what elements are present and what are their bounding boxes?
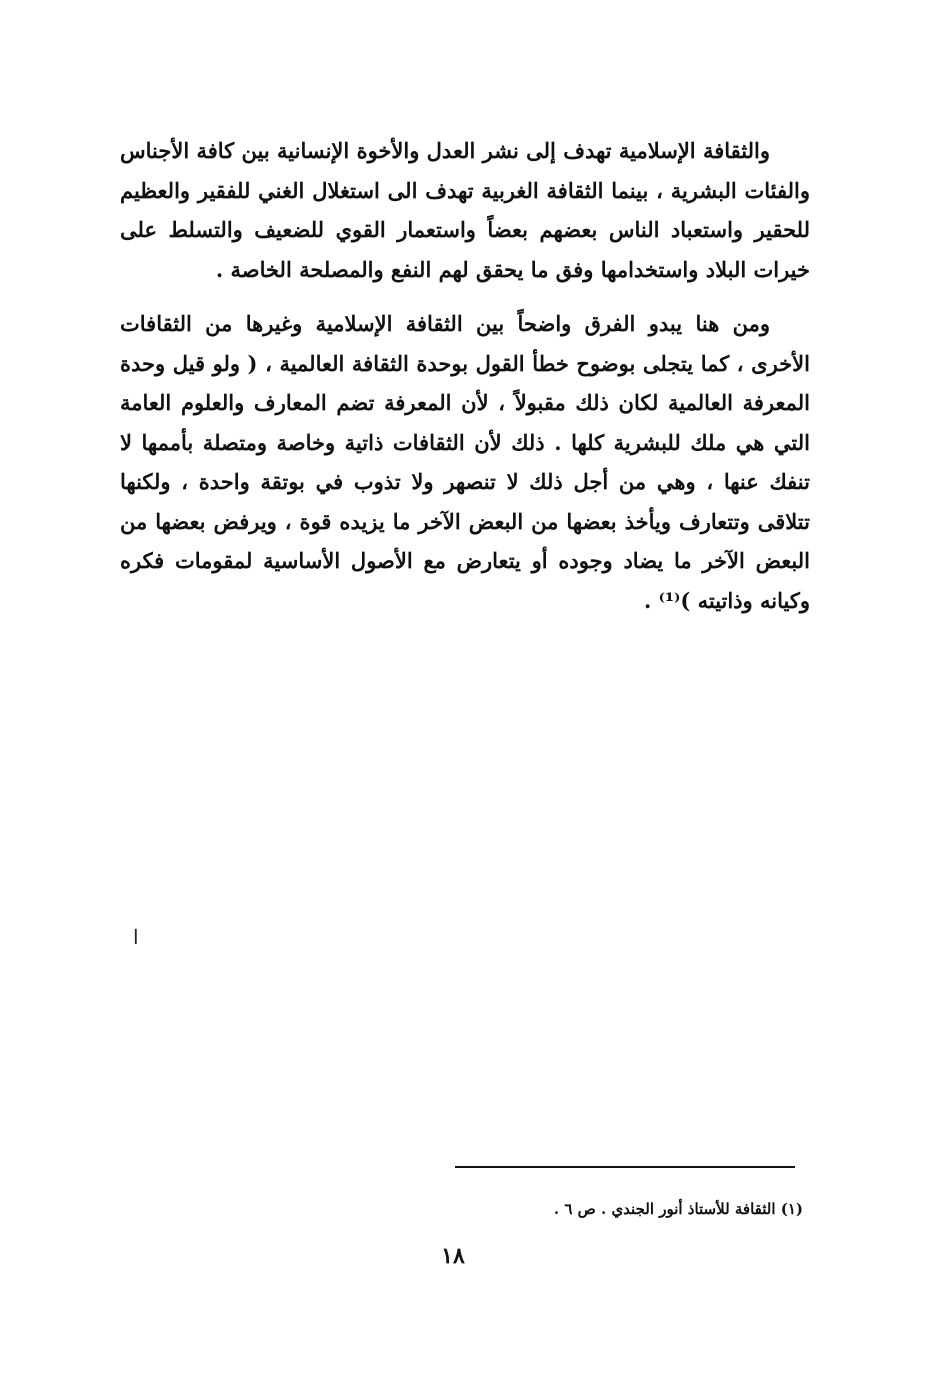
footnote: (١) الثقافة للأستاذ أنور الجندي . ص ٦ . <box>553 1200 803 1218</box>
stray-mark: ا <box>133 925 139 949</box>
body-paragraph-2: ومن هنا يبدو الفرق واضحاً بين الثقافة الإسلامية وغيرها من الثقافات الأخرى ، كما يتجلى بوضوح خطأ القول بوحدة الثقافة العالمية ، ( ولو قيل وحدة المعرفة العالمية لكان ذلك مقبولاً ، لأن المعرفة تضم المعارف والعلوم العامة التي هي ملك للبشرية كلها . ذلك لأن الثقافات ذاتية وخاصة ومتصلة بأممها لا تنفك عنها ، وهي من أجل ذلك لا تنصهر ولا تذوب في بوتقة واحدة ، ولكنها تتلاقى وتتعارف ويأخذ بعضها من البعض الآخر ما يزيده قوة ، ويرفض بعضها من البعض الآخر ما يضاد وجوده أو يتعارض مع الأصول الأساسية لمقومات فكره وكيانه وذاتيته )⁽¹⁾ . <box>120 311 810 613</box>
footnote-divider <box>455 1166 795 1168</box>
body-paragraph-1: والثقافة الإسلامية تهدف إلى نشر العدل والأخوة الإنسانية بين كافة الأجناس والفئات البشرية ، بينما الثقافة الغربية تهدف الى استغلال الغني للفقير والعظيم للحقير واستعباد الناس بعضهم بعضاً واستعمار القوي للضعيف والتسلط على خيرات البلاد واستخدامها وفق ما يحقق لهم النفع والمصلحة الخاصة . <box>120 138 810 282</box>
page-number: ١٨ <box>441 1243 465 1269</box>
